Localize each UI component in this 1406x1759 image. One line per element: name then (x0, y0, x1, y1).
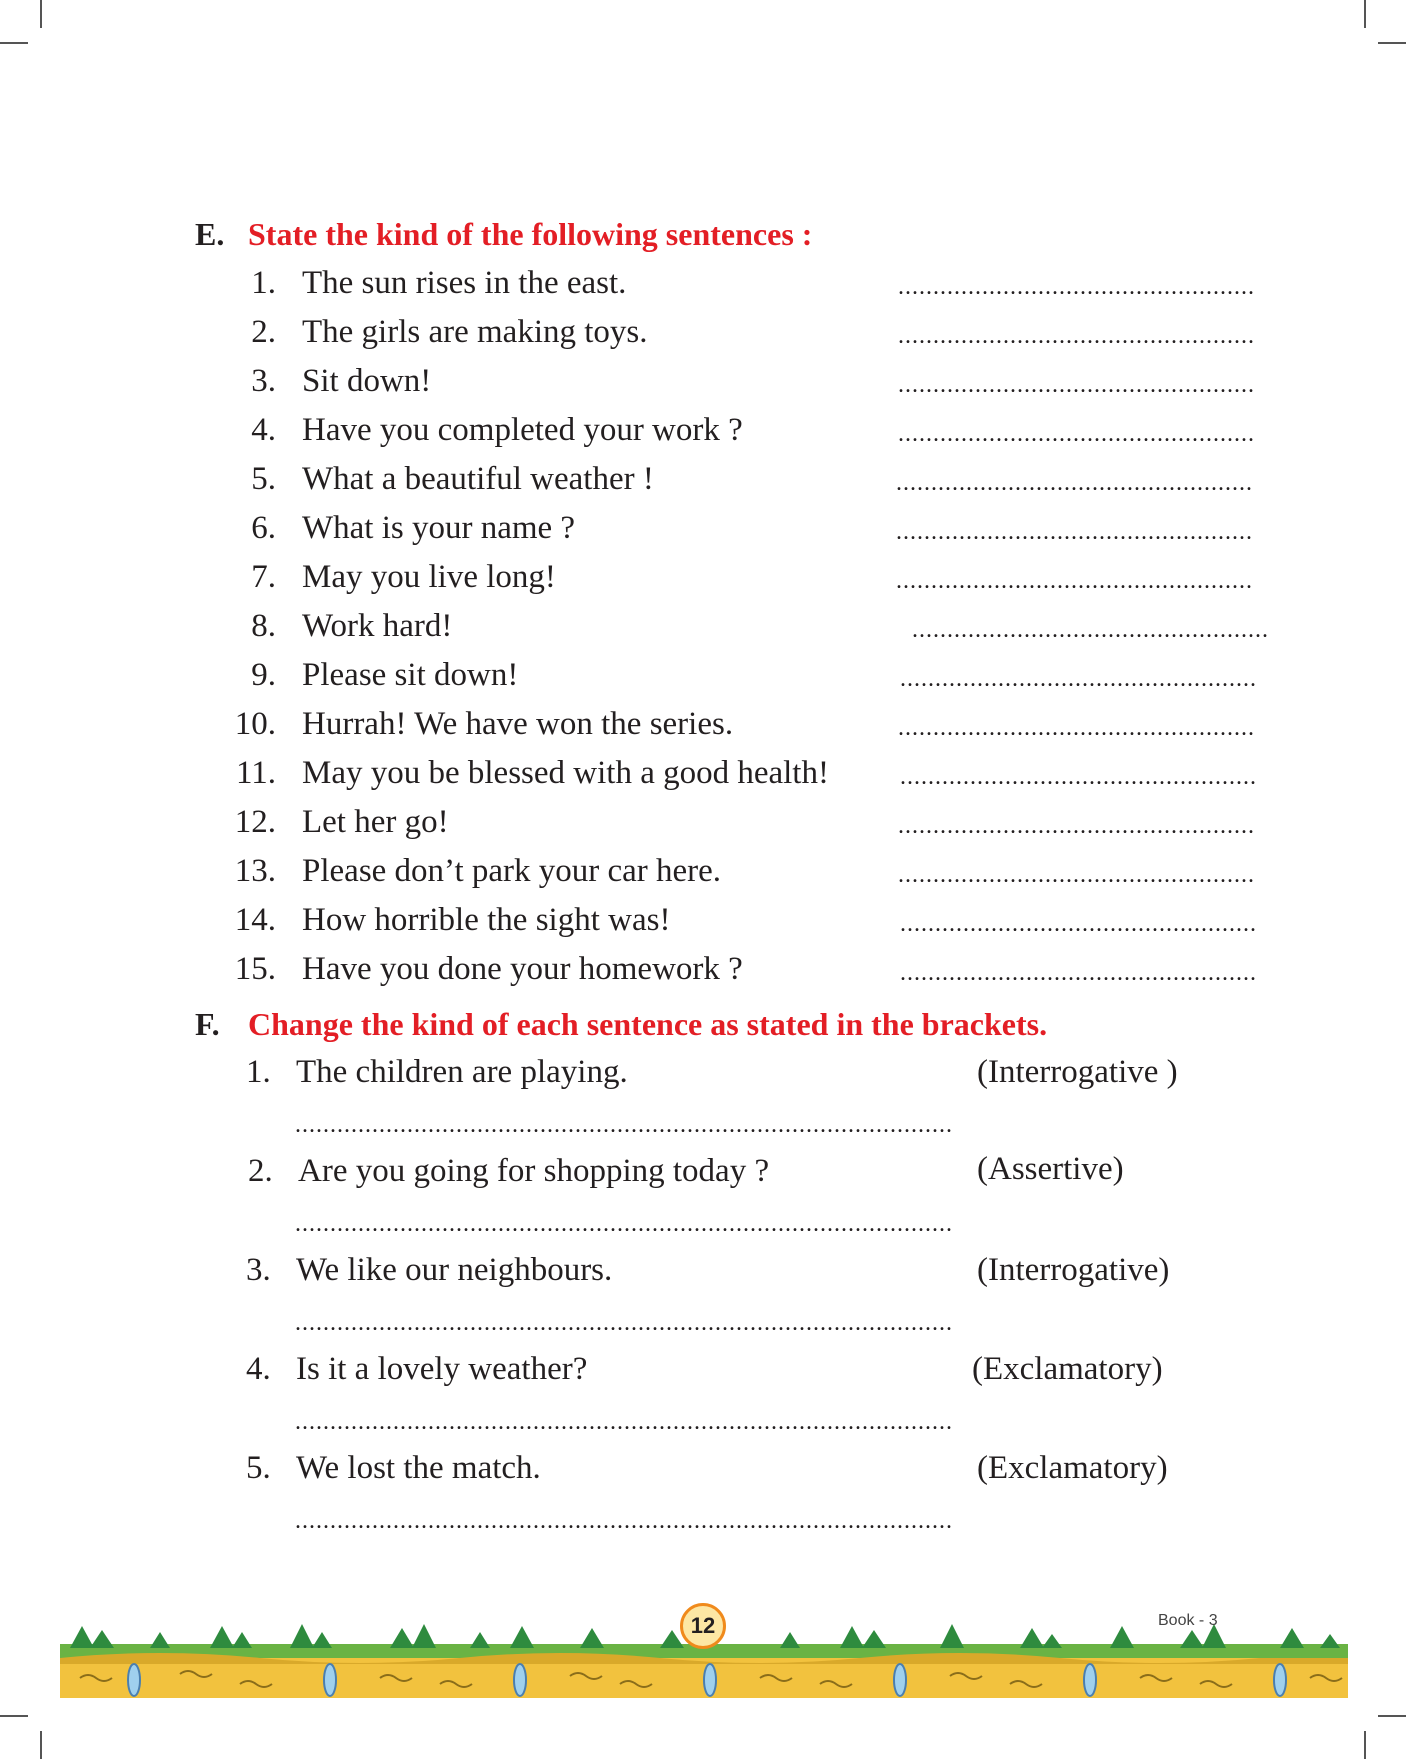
target-kind: (Assertive) (977, 1151, 1124, 1187)
crop-mark (0, 42, 28, 44)
answer-blank[interactable]: ................................................... (900, 911, 1257, 937)
answer-blank[interactable]: ................................................... (898, 715, 1255, 741)
crop-mark (1364, 1731, 1366, 1759)
crop-mark (1378, 1715, 1406, 1717)
target-kind: (Exclamatory) (972, 1351, 1163, 1387)
answer-blank[interactable]: ................................................... (896, 470, 1253, 496)
answer-blank[interactable]: ................................................... (900, 764, 1257, 790)
section-e-heading (195, 216, 812, 253)
crop-mark (1364, 0, 1366, 28)
answer-blank[interactable]: ................................................... (898, 862, 1255, 888)
crop-mark (1378, 42, 1406, 44)
answer-blank[interactable]: .............................................................................................. (295, 1508, 953, 1534)
target-kind: (Interrogative) (977, 1252, 1170, 1288)
answer-blank[interactable]: ................................................... (896, 568, 1253, 594)
answer-blank[interactable]: ................................................... (912, 617, 1269, 643)
book-label: Book - 3 (1158, 1612, 1218, 1629)
crop-mark (40, 0, 42, 28)
answer-blank[interactable]: ................................................... (900, 666, 1257, 692)
section-f-title: Change the kind of each sentence as stated in the brackets. (248, 1006, 1048, 1042)
target-kind: (Exclamatory) (977, 1450, 1168, 1486)
section-f-heading (195, 1006, 1047, 1043)
target-kind: (Interrogative ) (977, 1054, 1178, 1090)
section-f-letter: F. (195, 1006, 220, 1042)
answer-blank[interactable]: .............................................................................................. (295, 1211, 953, 1237)
crop-mark (0, 1715, 28, 1717)
answer-blank[interactable]: .............................................................................................. (295, 1310, 953, 1336)
answer-blank[interactable]: ................................................... (898, 421, 1255, 447)
answer-blank[interactable]: ................................................... (898, 274, 1255, 300)
answer-blank[interactable]: .............................................................................................. (295, 1112, 953, 1138)
answer-blank[interactable]: ................................................... (898, 323, 1255, 349)
answer-blank[interactable]: ................................................... (900, 960, 1257, 986)
crop-mark (40, 1731, 42, 1759)
answer-blank[interactable]: ................................................... (898, 813, 1255, 839)
answer-blank[interactable]: .............................................................................................. (295, 1409, 953, 1435)
answer-blank[interactable]: ................................................... (896, 519, 1253, 545)
section-e-title: State the kind of the following sentences : (248, 216, 813, 252)
section-e-letter: E. (195, 216, 225, 252)
answer-blank[interactable]: ................................................... (898, 372, 1255, 398)
page-number: 12 (680, 1603, 726, 1649)
